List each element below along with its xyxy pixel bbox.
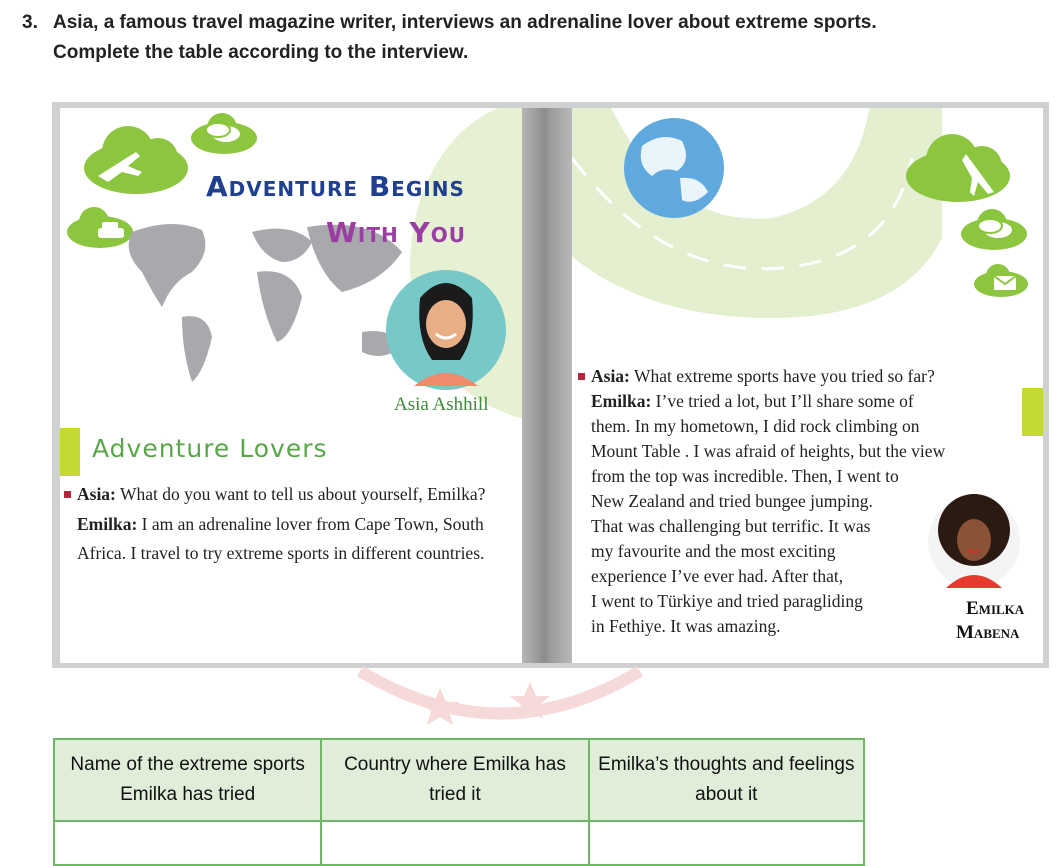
asia-caption: Asia Ashhill <box>394 394 489 415</box>
answer-cell[interactable] <box>54 821 321 865</box>
answer-cell[interactable] <box>589 821 864 865</box>
magazine-title-line1: Adventure Begins <box>206 170 465 203</box>
right-dialogue-line: from the top was incredible. Then, I went to <box>591 466 899 486</box>
table-header-country: Country where Emilka has tried it <box>321 739 588 821</box>
section-marker <box>60 428 80 476</box>
question-text-line2: Complete the table according to the interview. <box>53 42 469 63</box>
left-dialogue-line: Emilka: I am an adrenaline lover from Cape Town, South <box>77 514 484 534</box>
answer-table <box>53 738 865 866</box>
right-dialogue-line: Asia: What extreme sports have you tried so far? <box>578 366 935 387</box>
emilka-caption-line2: Mabena <box>956 622 1020 643</box>
airplane-cloud-icon <box>78 122 190 196</box>
right-dialogue-line: my favourite and the most exciting <box>591 541 836 561</box>
right-dialogue-line: That was challenging but terrific. It was <box>591 516 871 536</box>
stamp-watermark <box>350 666 650 736</box>
magazine-title-line2: With You <box>326 216 466 249</box>
emilka-avatar <box>926 492 1022 592</box>
section-title: Adventure Lovers <box>92 434 328 463</box>
question-number: 3. <box>22 12 38 33</box>
right-dialogue-line: I went to Türkiye and tried paragliding <box>591 591 863 611</box>
chat-cloud-icon <box>958 206 1030 252</box>
answer-cell[interactable] <box>321 821 588 865</box>
right-dialogue-line: in Fethiye. It was amazing. <box>591 616 781 636</box>
chat-cloud-icon <box>188 110 260 156</box>
magazine-left-page <box>60 108 522 663</box>
emilka-caption-line1: Emilka <box>966 598 1025 619</box>
airplane-cloud-icon <box>900 130 1012 204</box>
right-dialogue-line: New Zealand and tried bungee jumping. <box>591 491 873 511</box>
question-text-line1: Asia, a famous travel magazine writer, interviews an adrenaline lover about extreme sports. <box>53 12 877 33</box>
right-dialogue-line: Mount Table . I was afraid of heights, but the view <box>591 441 946 461</box>
globe-icon <box>622 116 726 220</box>
right-dialogue-line: experience I’ve ever had. After that, <box>591 566 844 586</box>
asia-avatar <box>384 268 508 392</box>
bullet-icon <box>64 491 71 498</box>
right-dialogue-line: Emilka: I’ve tried a lot, but I’ll share some of <box>591 391 914 411</box>
bullet-icon <box>578 373 585 380</box>
table-header-thoughts: Emilka’s thoughts and feelings about it <box>589 739 864 821</box>
book-gutter <box>522 108 572 663</box>
left-dialogue-line: Asia: What do you want to tell us about yourself, Emilka? <box>64 484 485 505</box>
right-dialogue-line: them. In my hometown, I did rock climbing on <box>591 416 920 436</box>
left-dialogue-line: Africa. I travel to try extreme sports in different countries. <box>77 543 485 563</box>
side-marker <box>1022 388 1043 436</box>
mail-cloud-icon <box>972 262 1030 298</box>
table-header-sports: Name of the extreme sports Emilka has tried <box>54 739 321 821</box>
magazine-right-page <box>572 108 1043 663</box>
